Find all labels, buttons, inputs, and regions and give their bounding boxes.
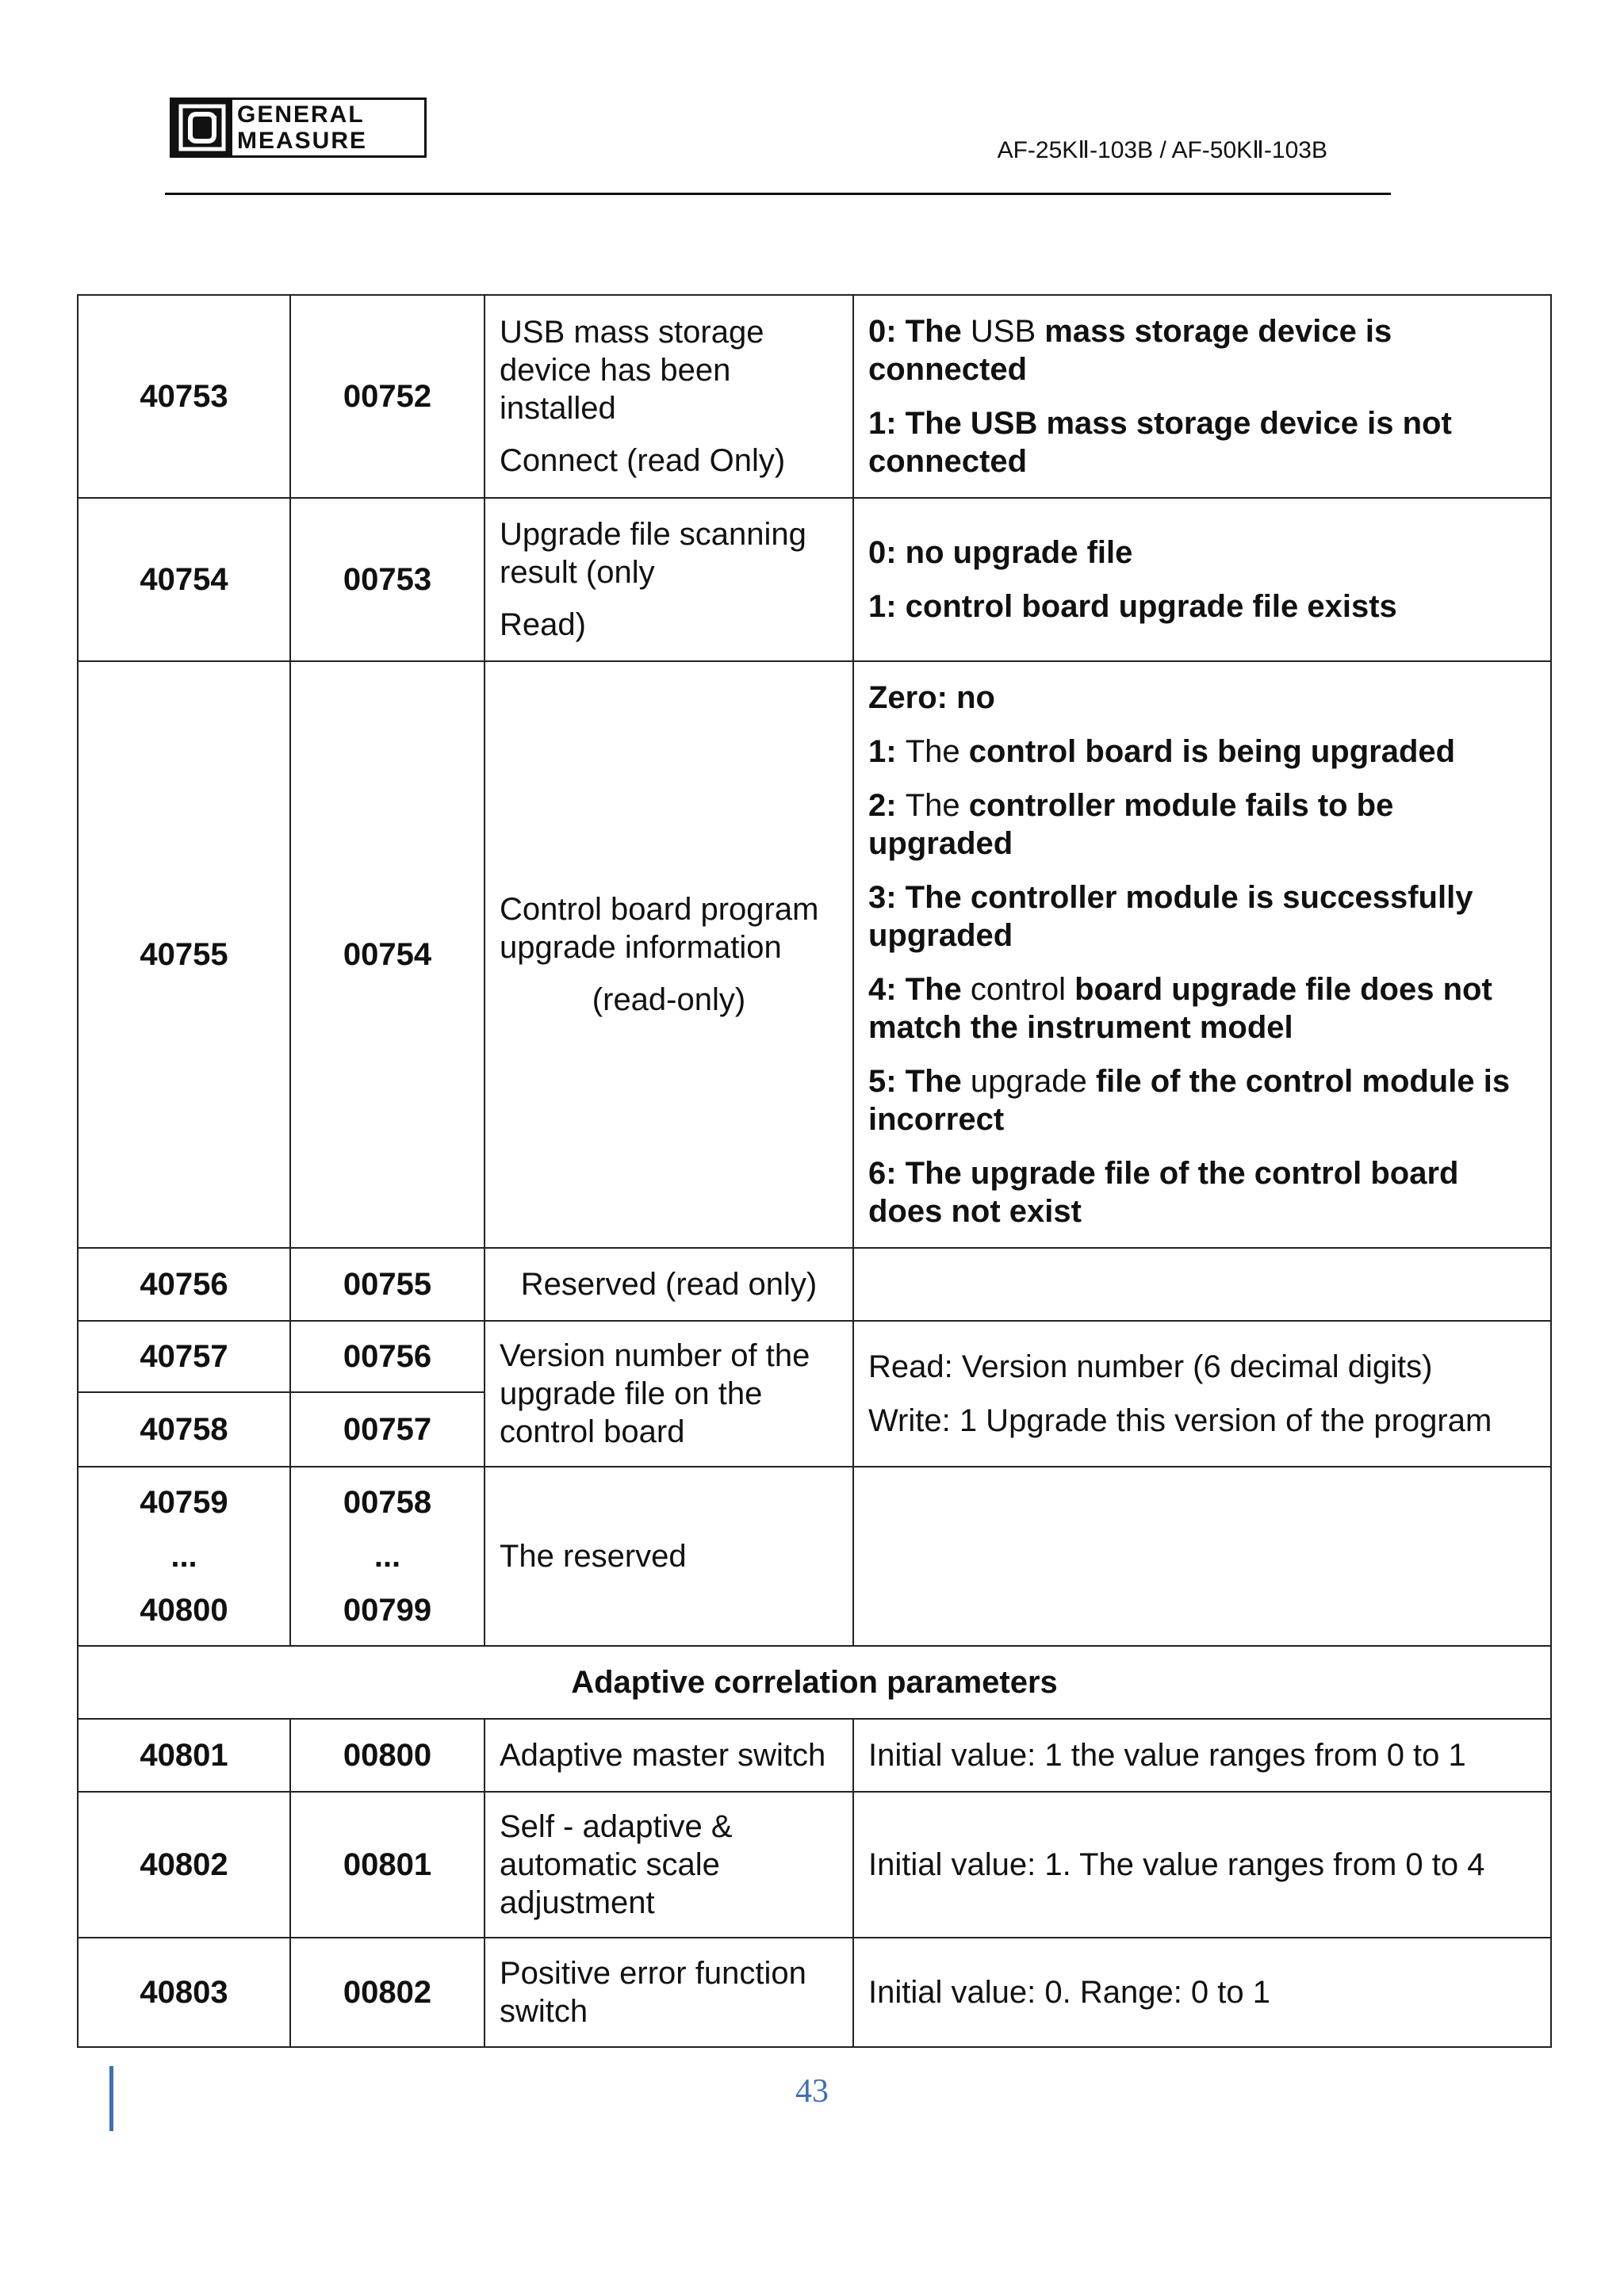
value-text-run: 2: bbox=[868, 788, 906, 823]
address-cell: 40755 bbox=[78, 661, 290, 1248]
value-option bbox=[868, 404, 1536, 480]
address-cell: 40756 bbox=[78, 1248, 290, 1321]
address-cell bbox=[78, 1467, 290, 1646]
value-option bbox=[868, 1154, 1536, 1230]
value-option bbox=[868, 786, 1536, 863]
register-cell bbox=[290, 1467, 485, 1646]
table-row bbox=[78, 1248, 1551, 1321]
table-row bbox=[78, 1938, 1551, 2047]
description-text: USB mass storage device has been installed bbox=[500, 315, 764, 426]
description-text: Control board program upgrade information bbox=[500, 892, 819, 965]
range-start: 00758 bbox=[343, 1485, 432, 1520]
value-cell bbox=[853, 661, 1551, 1248]
value-option bbox=[868, 679, 1536, 717]
value-option bbox=[868, 534, 1536, 572]
value-text-run: 1: control board upgrade file exists bbox=[868, 589, 1397, 624]
value-text: Read: Version number (6 decimal digits) bbox=[868, 1349, 1433, 1384]
register-cell: 00752 bbox=[290, 295, 485, 498]
description-cell: Adaptive master switch bbox=[485, 1719, 853, 1792]
section-title: Adaptive correlation parameters bbox=[78, 1646, 1551, 1719]
value-text-run: file of the control module is incorrect bbox=[868, 1064, 1511, 1137]
register-cell: 00753 bbox=[290, 498, 485, 661]
address-cell: 40801 bbox=[78, 1719, 290, 1792]
value-cell bbox=[853, 1248, 1551, 1321]
register-cell: 00802 bbox=[290, 1938, 485, 2047]
description-text: Connect (read Only) bbox=[500, 443, 786, 478]
value-text-run: 5: The bbox=[868, 1064, 971, 1099]
table-row bbox=[78, 295, 1551, 498]
description-note: (read-only) bbox=[592, 982, 746, 1017]
description-cell: Positive error function switch bbox=[485, 1938, 853, 2047]
register-cell: 00754 bbox=[290, 661, 485, 1248]
header-divider bbox=[165, 193, 1391, 195]
description-text: Read) bbox=[500, 607, 586, 642]
value-cell: Initial value: 0. Range: 0 to 1 bbox=[853, 1938, 1551, 2047]
value-text-run: 0: no upgrade file bbox=[868, 535, 1133, 570]
table-row bbox=[78, 498, 1551, 661]
company-logo bbox=[170, 98, 427, 158]
table-row bbox=[78, 1792, 1551, 1938]
value-text-run: upgrade bbox=[970, 1064, 1096, 1099]
value-text-run: 6: The upgrade file of the control board does not exist bbox=[868, 1156, 1459, 1229]
value-cell bbox=[853, 498, 1551, 661]
table-row bbox=[78, 661, 1551, 1248]
value-text-run: 4: The bbox=[868, 972, 971, 1007]
section-row bbox=[78, 1646, 1551, 1719]
value-cell: Initial value: 1 the value ranges from 0 to 1 bbox=[853, 1719, 1551, 1792]
range-ellipsis: ... bbox=[170, 1539, 197, 1574]
description-cell: Version number of the upgrade file on the control board bbox=[485, 1321, 853, 1467]
value-text-run: 3: The controller module is successfully upgraded bbox=[868, 880, 1473, 953]
logo-line-2: MEASURE bbox=[237, 128, 368, 154]
address-cell: 40753 bbox=[78, 295, 290, 498]
value-option bbox=[868, 312, 1536, 388]
logo-line-1: GENERAL bbox=[237, 101, 365, 128]
page-number: 43 bbox=[795, 2073, 829, 2110]
range-end: 40800 bbox=[140, 1593, 228, 1628]
value-text-run: board upgrade file does not match the instrument model bbox=[868, 972, 1492, 1045]
range-start: 40759 bbox=[140, 1485, 228, 1520]
description-cell bbox=[485, 498, 853, 661]
table-row bbox=[78, 1467, 1551, 1646]
value-cell bbox=[853, 1467, 1551, 1646]
address-cell: 40757 bbox=[78, 1321, 290, 1392]
value-text-run: 0: The bbox=[868, 314, 971, 349]
description-cell bbox=[485, 661, 853, 1248]
document-code: AF-25KⅡ-103B / AF-50KⅡ-103B bbox=[997, 137, 1327, 163]
range-end: 00799 bbox=[343, 1593, 432, 1628]
value-text-run: controller module fails to be upgraded bbox=[868, 788, 1394, 861]
address-cell: 40754 bbox=[78, 498, 290, 661]
description-text: Upgrade file scanning result (only bbox=[500, 517, 806, 590]
value-text: Write: 1 Upgrade this version of the program bbox=[868, 1403, 1492, 1438]
logo-emblem-icon bbox=[172, 100, 232, 155]
address-cell: 40758 bbox=[78, 1392, 290, 1467]
value-text-run: The bbox=[905, 734, 969, 769]
description-cell: Self - adaptive & automatic scale adjustment bbox=[485, 1792, 853, 1938]
value-text-run: control bbox=[970, 972, 1075, 1007]
description-cell bbox=[485, 295, 853, 498]
register-cell: 00800 bbox=[290, 1719, 485, 1792]
description-cell: Reserved (read only) bbox=[485, 1248, 853, 1321]
register-cell: 00801 bbox=[290, 1792, 485, 1938]
address-cell: 40803 bbox=[78, 1938, 290, 2047]
value-text-run: USB bbox=[970, 314, 1045, 349]
value-option bbox=[868, 587, 1536, 626]
table-row bbox=[78, 1719, 1551, 1792]
value-text-run: control board is being upgraded bbox=[968, 734, 1456, 769]
address-cell: 40802 bbox=[78, 1792, 290, 1938]
value-text-run: 1: bbox=[868, 734, 906, 769]
value-cell bbox=[853, 1321, 1551, 1467]
value-cell bbox=[853, 295, 1551, 498]
register-cell: 00756 bbox=[290, 1321, 485, 1392]
value-option bbox=[868, 733, 1536, 771]
value-text-run: The bbox=[905, 788, 969, 823]
value-option bbox=[868, 970, 1536, 1047]
table-row bbox=[78, 1321, 1551, 1392]
register-cell: 00755 bbox=[290, 1248, 485, 1321]
value-text-run: 1: The USB mass storage device is not connected bbox=[868, 406, 1452, 479]
value-cell: Initial value: 1. The value ranges from 0 to 4 bbox=[853, 1792, 1551, 1938]
value-option bbox=[868, 1062, 1536, 1138]
range-ellipsis: ... bbox=[373, 1539, 401, 1574]
value-option bbox=[868, 878, 1536, 955]
register-table bbox=[77, 294, 1552, 2048]
description-cell: The reserved bbox=[485, 1467, 853, 1646]
register-cell: 00757 bbox=[290, 1392, 485, 1467]
value-text-run: Zero: no bbox=[868, 680, 995, 715]
logo-wordmark bbox=[232, 100, 367, 155]
value-text-run: mass storage device is connected bbox=[868, 314, 1392, 387]
